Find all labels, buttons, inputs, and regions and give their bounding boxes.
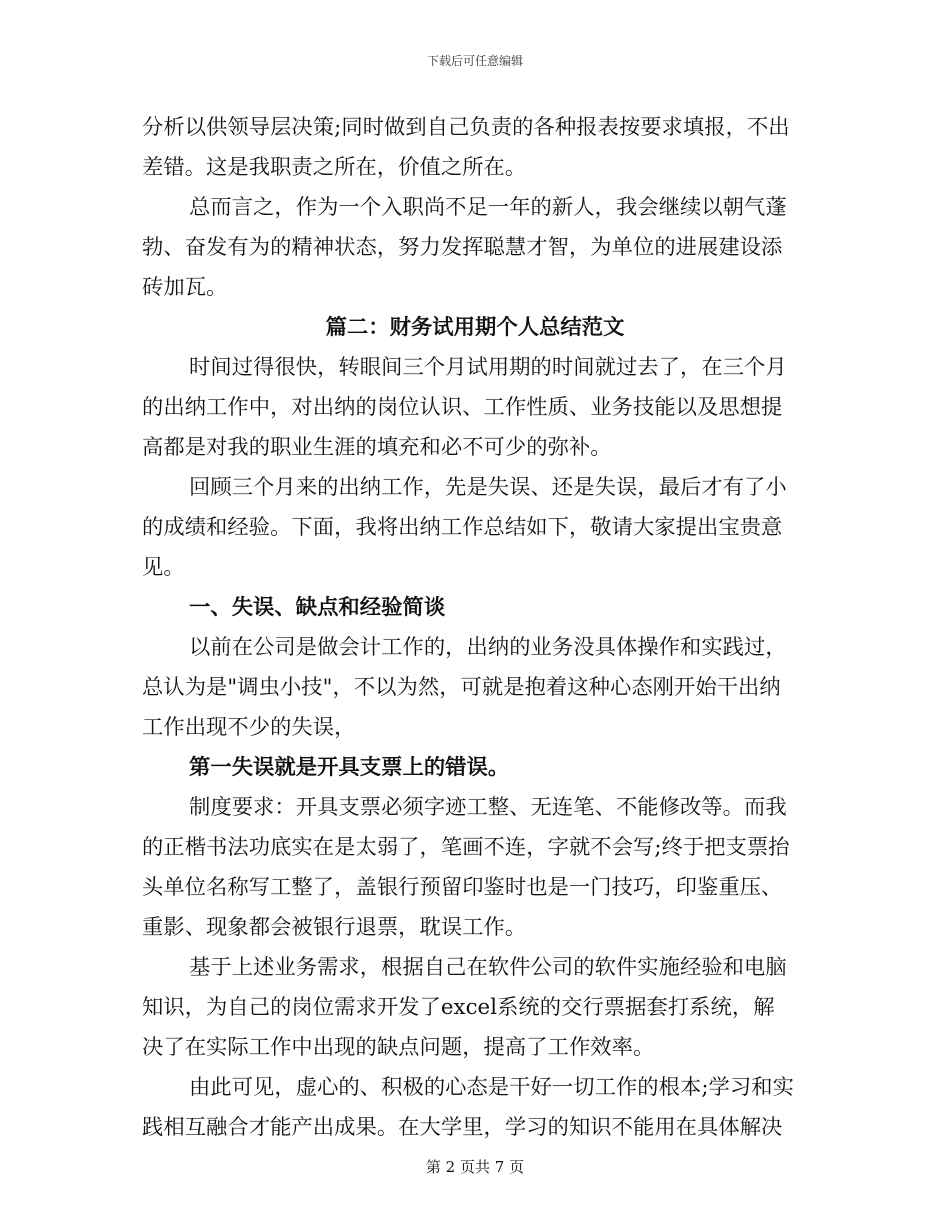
text-line: 的出纳工作中，对出纳的岗位认识、工作性质、业务技能以及思想提 [142, 395, 783, 420]
text-line: 知识，为自己的岗位需求开发了excel系统的交行票据套打系统，解 [142, 995, 775, 1020]
page-header: 下载后可任意编辑 [426, 54, 523, 68]
page-number: 第 2 页共 7 页 [425, 1158, 525, 1176]
subsection-heading: 第一失误就是开具支票上的错误。 [189, 755, 510, 780]
paragraph-start: 回顾三个月来的出纳工作，先是失误、还是失误，最后才有了小 [189, 475, 787, 500]
text-line: 差错。这是我职责之所在，价值之所在。 [142, 155, 527, 180]
paragraph-start: 时间过得很快，转眼间三个月试用期的时间就过去了，在三个月 [189, 355, 787, 380]
text-line: 见。 [142, 555, 185, 580]
text-line: 勃、奋发有为的精神状态，努力发挥聪慧才智，为单位的进展建设添 [142, 235, 783, 260]
text-line: 的成绩和经验。下面，我将出纳工作总结如下，敬请大家提出宝贵意 [142, 515, 783, 540]
paragraph-start: 总而言之，作为一个入职尚不足一年的新人，我会继续以朝气蓬 [189, 195, 787, 220]
paragraph-start: 以前在公司是做会计工作的，出纳的业务没具体操作和实践过， [189, 635, 787, 660]
text-line: 工作出现不少的失误， [142, 715, 356, 740]
text-line: 总认为是"调虫小技"，不以为然，可就是抱着这种心态刚开始干出纳 [142, 675, 781, 700]
text-line: 的正楷书法功底实在是太弱了，笔画不连，字就不会写;终于把支票抬 [142, 835, 790, 860]
section-title: 篇二：财务试用期个人总结范文 [325, 315, 625, 340]
subsection-heading: 一、失误、缺点和经验简谈 [189, 595, 446, 620]
paragraph-start: 制度要求：开具支票必须字迹工整、无连笔、不能修改等。而我 [189, 795, 787, 820]
text-line: 分析以供领导层决策;同时做到自己负责的各种报表按要求填报，不出 [142, 115, 790, 140]
paragraph-start: 由此可见，虚心的、积极的心态是干好一切工作的根本;学习和实 [189, 1075, 794, 1100]
text-line: 高都是对我的职业生涯的填充和必不可少的弥补。 [142, 435, 612, 460]
text-line: 头单位名称写工整了，盖银行预留印鉴时也是一门技巧，印鉴重压、 [142, 875, 783, 900]
text-line: 践相互融合才能产出成果。在大学里，学习的知识不能用在具体解决 [142, 1115, 783, 1140]
paragraph-start: 基于上述业务需求，根据自己在软件公司的软件实施经验和电脑 [189, 955, 787, 980]
text-line: 决了在实际工作中出现的缺点问题，提高了工作效率。 [142, 1035, 655, 1060]
text-line: 重影、现象都会被银行退票，耽误工作。 [142, 915, 527, 940]
text-line: 砖加瓦。 [142, 275, 228, 300]
document-body [142, 108, 808, 1148]
